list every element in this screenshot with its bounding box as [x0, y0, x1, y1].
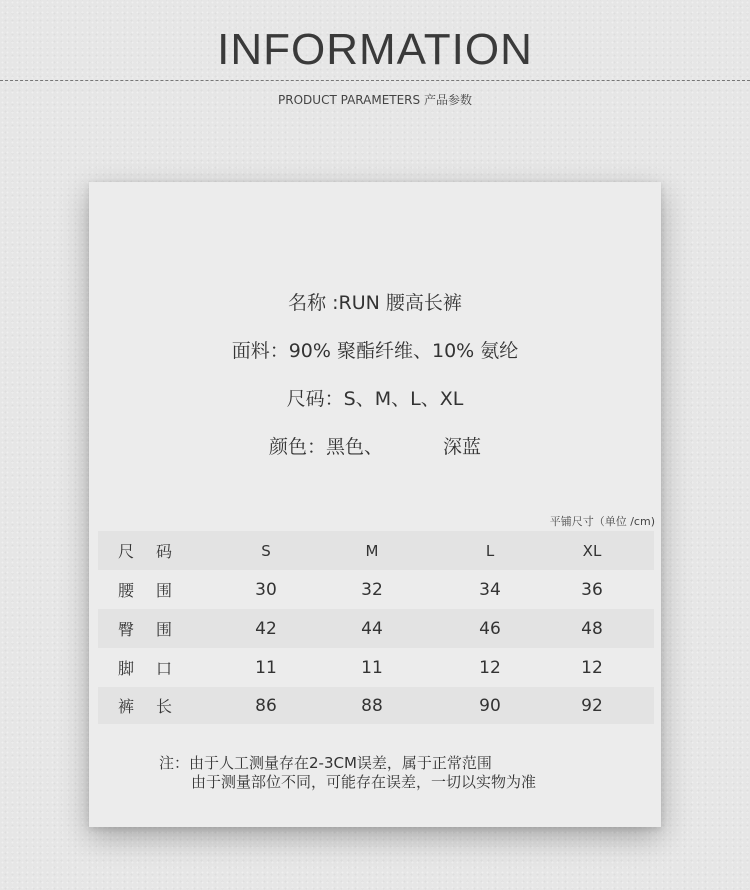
page-title: INFORMATION	[217, 25, 533, 74]
table-cell: 32	[361, 579, 383, 600]
row-label: 腰围	[118, 581, 195, 600]
product-name: 名称 :RUN 腰高长裤	[288, 292, 462, 314]
table-cell: 12	[479, 657, 501, 678]
table-header-cell: L	[485, 541, 495, 560]
row-label: 裤长	[118, 697, 195, 716]
table-cell: 48	[581, 618, 603, 639]
note-line-1: 注：由于人工测量存在2-3CM误差，属于正常范围	[159, 754, 492, 772]
product-sizes: 尺码：S、M、L、XL	[286, 388, 464, 410]
unit-note: 平铺尺寸（单位 /cm)	[549, 515, 655, 528]
table-cell: 42	[255, 618, 277, 639]
table-cell: 92	[581, 695, 603, 716]
table-row	[98, 648, 654, 687]
table-header-cell: XL	[582, 541, 602, 560]
title-divider	[0, 80, 750, 81]
page-subtitle: PRODUCT PARAMETERS 产品参数	[278, 93, 472, 107]
info-card	[89, 182, 661, 827]
table-cell: 30	[255, 579, 277, 600]
row-label: 臀围	[118, 620, 195, 639]
table-header-row	[98, 531, 654, 570]
table-row	[98, 609, 654, 648]
table-cell: 36	[581, 579, 603, 600]
table-row	[98, 687, 654, 724]
table-cell: 86	[255, 695, 277, 716]
product-fabric: 面料：90% 聚酯纤维、10% 氨纶	[231, 340, 519, 362]
table-cell: 88	[361, 695, 383, 716]
row-label: 脚口	[118, 659, 195, 678]
product-colors	[89, 434, 661, 460]
table-header-cell: M	[365, 541, 379, 560]
table-header-label: 尺码	[118, 542, 195, 561]
table-cell: 90	[479, 695, 501, 716]
product-colors-suffix: 深蓝	[443, 436, 482, 458]
note-line-2: 由于测量部位不同，可能存在误差，一切以实物为准	[191, 773, 537, 791]
size-table	[98, 531, 654, 724]
table-cell: 11	[255, 657, 277, 678]
table-cell: 46	[479, 618, 501, 639]
table-cell: 34	[479, 579, 501, 600]
table-header-cell: S	[261, 541, 271, 560]
product-colors-prefix: 颜色：黑色、	[268, 436, 383, 458]
table-cell: 44	[361, 618, 383, 639]
table-cell: 11	[361, 657, 383, 678]
measurement-note	[159, 754, 536, 792]
table-cell: 12	[581, 657, 603, 678]
table-row	[98, 570, 654, 609]
